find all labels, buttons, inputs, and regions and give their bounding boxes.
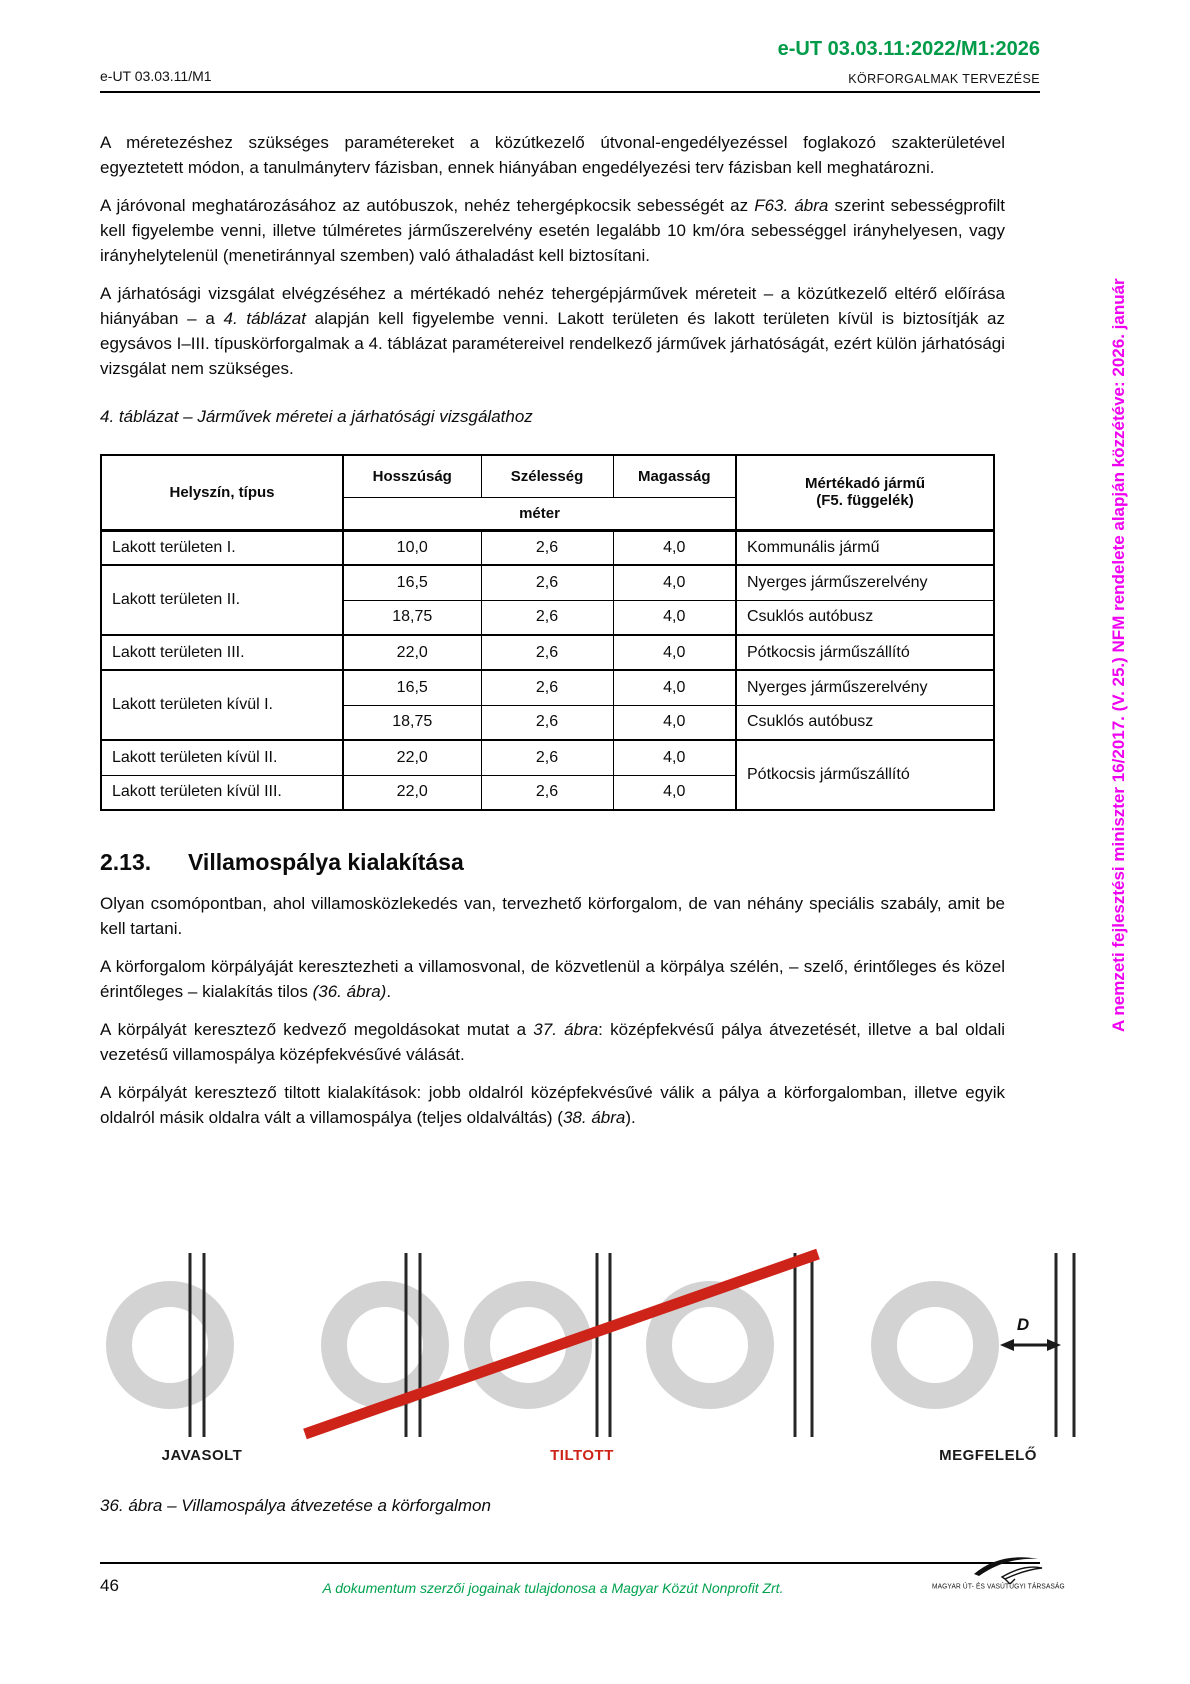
paragraph-sizing-parameters: A méretezéshez szükséges paramétereket a közútkezelő útvonal-engedélyezéssel foglakozó szakterületével egyeztetett módon, a tanulmányterv fázisban, ennek hiányában engedélyezési terv fázisban kell meghatározni. bbox=[100, 133, 1005, 177]
cell-height: 4,0 bbox=[613, 775, 736, 810]
forbidden-diagonal-line bbox=[305, 1254, 818, 1434]
cell-vehicle: Kommunális jármű bbox=[736, 530, 994, 565]
cell-location: Lakott területen II. bbox=[101, 565, 343, 635]
cell-location: Lakott területen kívül II. bbox=[101, 740, 343, 775]
cell-location: Lakott területen kívül I. bbox=[101, 670, 343, 740]
cell-length: 10,0 bbox=[343, 530, 481, 565]
table-body bbox=[101, 530, 994, 810]
col-header-vehicle-line2: (F5. függelék) bbox=[816, 492, 914, 510]
cell-vehicle: Csuklós autóbusz bbox=[736, 705, 994, 740]
col-header-vehicle-line1: Mértékadó jármű bbox=[804, 475, 926, 493]
table-header bbox=[101, 455, 994, 530]
cell-width: 2,6 bbox=[481, 775, 613, 810]
society-logo bbox=[932, 1550, 1065, 1591]
sidebar-publication-note: A nemzeti fejlesztési miniszter 16/2017. (V. 25.) NFM rendelete alapján közzétéve: 2026. január bbox=[1109, 278, 1128, 1032]
doc-code-full: e-UT 03.03.11:2022/M1:2026 bbox=[777, 38, 1040, 60]
vehicle-dimensions-table bbox=[100, 454, 995, 811]
cell-location: Lakott területen I. bbox=[101, 530, 343, 565]
cell-width: 2,6 bbox=[481, 565, 613, 600]
table-row bbox=[101, 565, 994, 600]
cell-height: 4,0 bbox=[613, 670, 736, 705]
cell-length: 22,0 bbox=[343, 635, 481, 670]
cell-width: 2,6 bbox=[481, 635, 613, 670]
cell-vehicle: Nyerges járműszerelvény bbox=[736, 565, 994, 600]
page-number: 46 bbox=[100, 1576, 119, 1595]
paragraph-tram-favourable: A körpályát keresztező kedvező megoldásokat mutat a 37. ábra: középfekvésű pálya átvezetését, illetve a bal oldali vezetésű villamospálya középfekvésűvé válását. bbox=[100, 1020, 1006, 1064]
cell-width: 2,6 bbox=[481, 705, 613, 740]
cell-height: 4,0 bbox=[613, 530, 736, 565]
society-logo-text: MAGYAR ÚT- ÉS VASÚTÜGYI TÁRSASÁG bbox=[932, 1582, 1065, 1591]
cell-height: 4,0 bbox=[613, 565, 736, 600]
roundabout-ring bbox=[119, 1294, 221, 1396]
table-row bbox=[101, 740, 994, 775]
section-number: 2.13. bbox=[100, 849, 152, 875]
section-heading bbox=[100, 849, 1005, 876]
cell-location: Lakott területen III. bbox=[101, 635, 343, 670]
col-header-vehicle bbox=[736, 455, 994, 530]
table-row bbox=[101, 635, 994, 670]
figure-label-megfelelo: MEGFELELŐ bbox=[939, 1447, 1037, 1464]
cell-length: 18,75 bbox=[343, 705, 481, 740]
figure-label-javasolt: JAVASOLT bbox=[161, 1447, 243, 1464]
col-header-height: Magasság bbox=[613, 455, 736, 497]
dimension-d-arrow bbox=[1000, 1339, 1061, 1351]
paragraph-tram-intro: Olyan csomópontban, ahol villamosközlekedés van, tervezhető körforgalom, de van néhány speciális szabály, amit be kell tartani. bbox=[100, 894, 1005, 938]
paragraph-tram-crossing-ban: A körforgalom körpályáját keresztezheti a villamosvonal, de közvetlenül a körpálya szélén, – szelő, érintőleges és közel érintőleges – kialakítás tilos (36. ábra). bbox=[100, 957, 1005, 1001]
col-header-width: Szélesség bbox=[481, 455, 613, 497]
figure-caption: 36. ábra – Villamospálya átvezetése a körforgalmon bbox=[100, 1496, 491, 1515]
figure-label-tiltott: TILTOTT bbox=[550, 1447, 614, 1464]
cell-vehicle: Nyerges járműszerelvény bbox=[736, 670, 994, 705]
cell-length: 16,5 bbox=[343, 565, 481, 600]
cell-height: 4,0 bbox=[613, 740, 736, 775]
col-header-length: Hosszúság bbox=[343, 455, 481, 497]
cell-length: 18,75 bbox=[343, 600, 481, 635]
society-logo-mark bbox=[932, 1550, 1050, 1584]
table-row bbox=[101, 530, 994, 565]
unit-header: méter bbox=[343, 497, 736, 530]
paragraph-traversability: A járhatósági vizsgálat elvégzéséhez a mértékadó nehéz tehergépjárművek méreteit – a közútkezelő eltérő előírása hiányában – a 4. táblázat alapján kell figyelembe venni. Lakott területen és lakott területen kívül is biztosítják az egysávos I–III. típuskörforgalmak a 4. táblázat paramétereivel rendelkező járművek járhatóságát, ezért külön járhatósági vizsgálat nem szükséges. bbox=[100, 284, 1006, 378]
doc-code-short: e-UT 03.03.11/M1 bbox=[100, 68, 212, 84]
table-row bbox=[101, 670, 994, 705]
cell-width: 2,6 bbox=[481, 600, 613, 635]
cell-location: Lakott területen kívül III. bbox=[101, 775, 343, 810]
cell-vehicle: Pótkocsis járműszállító bbox=[736, 635, 994, 670]
table-caption: 4. táblázat – Járművek méretei a járhatósági vizsgálathoz bbox=[100, 407, 533, 426]
footer-rule bbox=[100, 1562, 1040, 1564]
text-column bbox=[100, 0, 1005, 1130]
cell-length: 22,0 bbox=[343, 740, 481, 775]
cell-height: 4,0 bbox=[613, 635, 736, 670]
paragraph-tram-forbidden: A körpályát keresztező tiltott kialakítások: jobb oldalról középfekvésűvé válik a pálya a körforgalomban, illetve egyik oldalról másik oldalra vált a villamospálya (teljes oldalváltás) (38. ábra). bbox=[100, 1083, 1005, 1127]
dimension-d-label: D bbox=[1016, 1315, 1030, 1334]
cell-height: 4,0 bbox=[613, 705, 736, 740]
cell-width: 2,6 bbox=[481, 530, 613, 565]
roundabout-ring bbox=[884, 1294, 986, 1396]
cell-width: 2,6 bbox=[481, 670, 613, 705]
cell-vehicle: Pótkocsis járműszállító bbox=[736, 740, 994, 810]
doc-subject: KÖRFORGALMAK TERVEZÉSE bbox=[848, 72, 1040, 86]
cell-height: 4,0 bbox=[613, 600, 736, 635]
cell-width: 2,6 bbox=[481, 740, 613, 775]
cell-length: 16,5 bbox=[343, 670, 481, 705]
figure-tram-roundabout bbox=[95, 1248, 1095, 1443]
col-header-location: Helyszín, típus bbox=[101, 455, 343, 530]
paragraph-speed-profile: A járóvonal meghatározásához az autóbuszok, nehéz tehergépkocsik sebességét az F63. ábra szerint sebességprofilt kell figyelembe venni, illetve túlméretes járműszerelvény esetén legalább 10 km/óra sebességgel irányhelyesen, vagy irányhelytelenül (menetiránnyal szemben) való áthaladást kell biztosítani. bbox=[100, 196, 1005, 265]
cell-length: 22,0 bbox=[343, 775, 481, 810]
section-title: Villamospálya kialakítása bbox=[188, 849, 464, 875]
cell-vehicle: Csuklós autóbusz bbox=[736, 600, 994, 635]
footer-copyright: A dokumentum szerzői jogainak tulajdonosa a Magyar Közút Nonprofit Zrt. bbox=[322, 1580, 784, 1596]
